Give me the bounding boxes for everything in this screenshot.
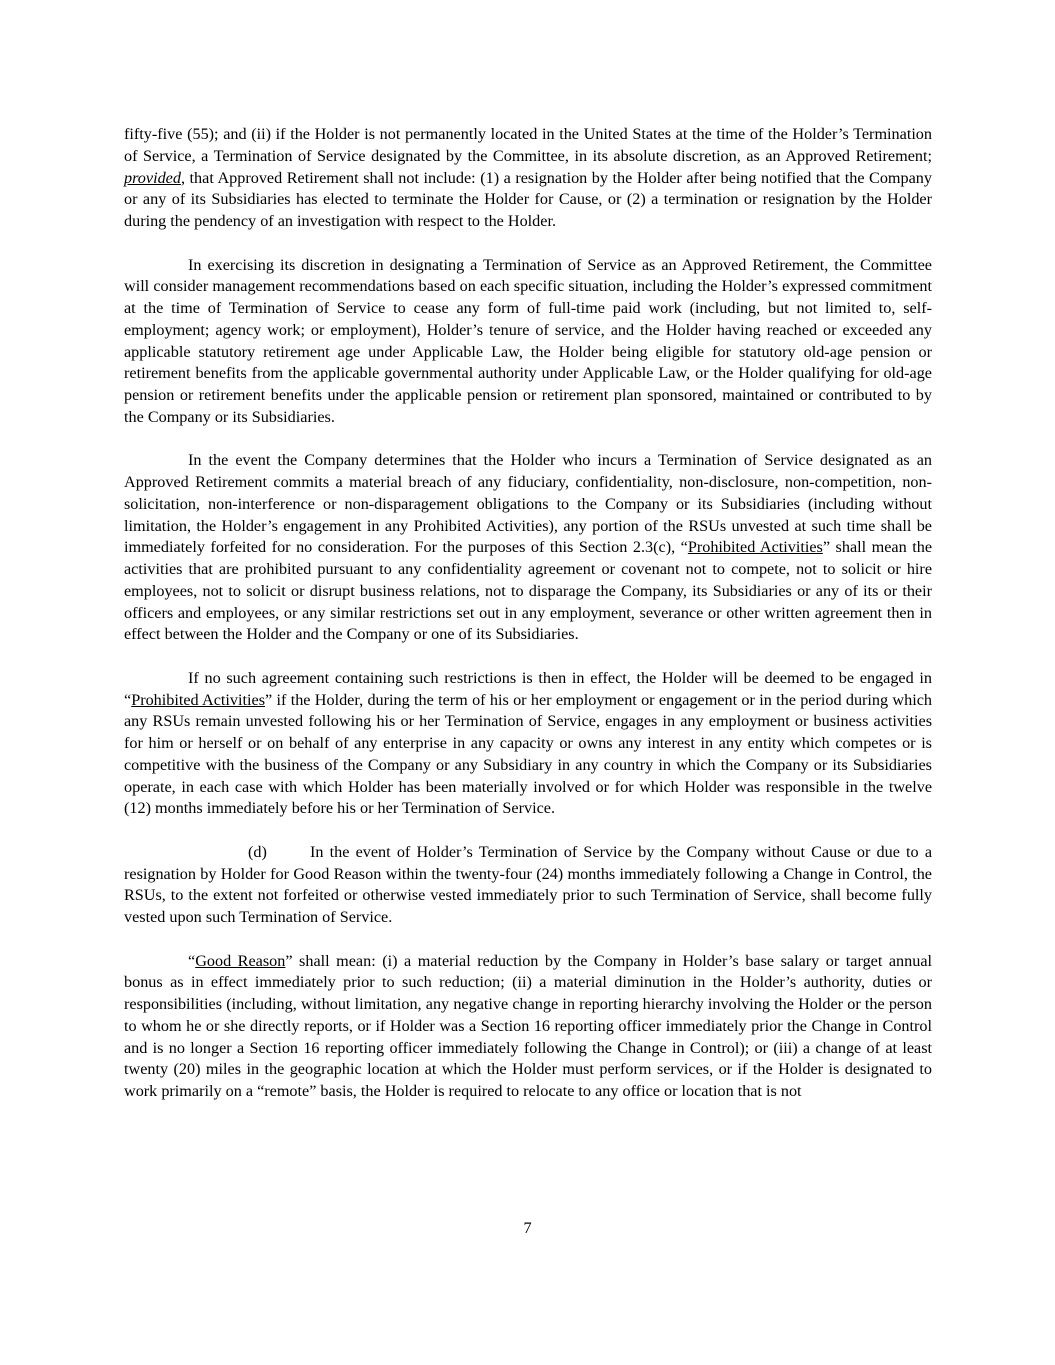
paragraph-good-reason-definition xyxy=(124,951,932,1103)
document-page xyxy=(124,124,932,1125)
defined-term-prohibited-activities: Prohibited Activities xyxy=(131,690,265,709)
text-span: ” shall mean the activities that are prohibited pursuant to any confidentiality agreement or covenant not to compete, not to solicit or hire employees, not to solicit or disrupt business relations, not to disparage the Company, its Subsidiaries or any of its or their officers and employees, or any similar restrictions set out in any employment, severance or other written agreement then in effect between the Holder and the Company or one of its Subsidiaries. xyxy=(124,538,933,644)
text-span: In the event of Holder’s Termination of Service by the Company without Cause or due to a resignation by Holder for Good Reason within the twenty-four (24) months immediately following a Change in Control, the RSUs, to the extent not forfeited or otherwise vested immediately prior to such Termination of Service, shall become fully vested upon such Termination of Service. xyxy=(124,842,932,926)
provided-emphasis: provided xyxy=(124,168,181,187)
text-span: ” if the Holder, during the term of his or her employment or engagement or in the period during which any RSUs remain unvested following his or her Termination of Service, engages in any employment or business activities for him or herself or on behalf of any enterprise in any capacity or owns any interest in any entity which competes or is competitive with the business of the Company or any Subsidiary in any country in which the Company or its Subsidiaries operate, in each case with which Holder has been materially involved or for which Holder was responsible in the twelve (12) months immediately before his or her Termination of Service. xyxy=(124,690,932,818)
defined-term-good-reason: Good Reason xyxy=(195,951,286,970)
paragraph-section-d xyxy=(124,842,932,929)
text-span: “ xyxy=(188,951,196,970)
paragraph-no-such-agreement xyxy=(124,668,932,820)
section-label-d: (d) xyxy=(248,842,267,861)
text-span: If no such agreement containing such restrictions is then in effect, the Holder will be deemed to be engaged in “ xyxy=(124,668,932,709)
text-span: , that Approved Retirement shall not include: (1) a resignation by the Holder after being notified that the Company or any of its Subsidiaries has elected to terminate the Holder for Cause, or (2) a termination or resignation by the Holder during the pendency of an investigation with respect to the Holder. xyxy=(124,168,932,230)
paragraph-material-breach xyxy=(124,450,932,646)
text-span: In the event the Company determines that the Holder who incurs a Termination of Service designated as an Approved Retirement commits a material breach of any fiduciary, confidentiality, non-disclosure, non-competition, non-solicitation, non-interference or non-disparagement obligations to the Company or its Subsidiaries (including without limitation, the Holder’s engagement in any Prohibited Activities), any portion of the RSUs unvested at such time shall be immediately forfeited for no consideration. For the purposes of this Section 2.3(c), “ xyxy=(124,451,932,557)
page-number: 7 xyxy=(523,1219,532,1237)
defined-term-prohibited-activities: Prohibited Activities xyxy=(687,538,823,557)
paragraph-committee-discretion: In exercising its discretion in designating a Termination of Service as an Approved Retirement, the Committee will consider management recommendations based on each specific situation, including the Holder’s expressed commitment at the time of Termination of Service to cease any form of full-time paid work (including, but not limited to, self-employment; agency work; or employment), Holder’s tenure of service, and the Holder having reached or exceeded any applicable statutory retirement age under Applicable Law, the Holder being eligible for statutory old-age pension or retirement benefits from the applicable governmental authority under Applicable Law, or the Holder qualifying for old-age pension or retirement benefits under the applicable pension or retirement plan sponsored, maintained or contributed to by the Company or its Subsidiaries. xyxy=(124,255,932,426)
paragraph-approved-retirement-definition xyxy=(124,124,932,233)
text-span: fifty-five (55); and (ii) if the Holder is not permanently located in the United States at the time of the Holder’s Termination of Service, a Termination of Service designated by the Committee, in its absolute discretion, as an Approved Retirement; xyxy=(124,125,932,165)
text-span: ” shall mean: (i) a material reduction by the Company in Holder’s base salary or target annual bonus as in effect immediately prior to such reduction; (ii) a material diminution in the Holder’s authority, duties or responsibilities (including, without limitation, any negative change in reporting hierarchy involving the Holder or the person to whom he or she directly reports, or if Holder was a Section 16 reporting officer immediately prior the Change in Control and is no longer a Section 16 reporting officer immediately following the Change in Control); or (iii) a change of at least twenty (20) miles in the geographic location at which the Holder must perform services, or if the Holder is designated to work primarily on a “remote” basis, the Holder is required to relocate to any office or location that is not xyxy=(124,951,933,1100)
